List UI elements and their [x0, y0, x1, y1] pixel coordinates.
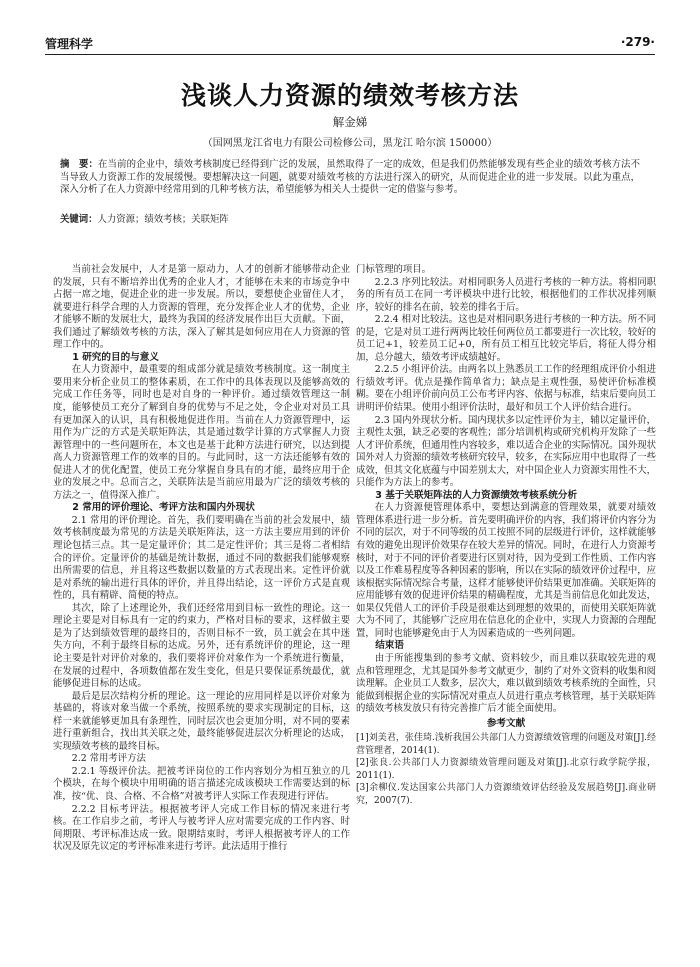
- keywords-text: 人力资源；绩效考核；关联矩阵: [97, 214, 229, 225]
- keywords: [60, 211, 640, 225]
- body-paragraph: 2.2.1 等级评价法。把被考评岗位的工作内容划分为相互独立的几个模块，在每个模块中用明确的语言描述完成该模块工作需要达到的标准，按“优、良、合格、不合格”对被考评人实际工作表现进行评估。: [53, 765, 350, 802]
- keywords-label: 关键词：: [60, 214, 98, 225]
- header-rule: [45, 54, 655, 55]
- body-paragraph: 在人力资源中，最重要的组成部分就是绩效考核制度。这一制度主要用来分析企业员工的整体素质，在工作中的具体表现以及能够高效的完成工作任务等，同时也是对自身的一种评价。通过绩效管理这一制度，能够使员工充分了解到自身的优势与不足之处，令企业对对员工具有更加深入的认识，具有积极地促进作用。当前在人力资源管理中，运用作为广泛的方式是关联矩阵法，其是通过数学计算的方式掌握人力资源管理中的一些问题所在，本文也是基于此种方法进行研究，以达到提高人力资源管理工作的效率的目的。与此同时，这一方法还能够有效的促进人才的优化配置，使员工充分掌握自身具有的才能，最终应用于企业的发展之中。总而言之，关联阵法是当前应用最为广泛的绩效考核的方法之一，值得深入推广。: [53, 364, 350, 501]
- reference-item: [3]余柳仪.发达国家公共部门人力资源绩效评估经验及发展趋势[J].商业研究，2007(7).: [356, 783, 656, 806]
- body-paragraph: 2.2.5 小组评价法。由两名以上熟悉员工工作的经理组成评价小组进行绩效考评。优点是操作简单省力；缺点是主观性强，易使评价标准模糊。要在小组评价前向员工公布考评内容、依据与标准，结束后要向员工讲明评价结果。使用小组评价法时，最好和员工个人评价结合进行。: [356, 364, 657, 414]
- article-affiliation: （国网黑龙江省电力有限公司检修公司，黑龙江 哈尔滨 150000）: [202, 138, 498, 149]
- body-paragraph: 由于所能搜集到的参考文献、资料较少，而且难以获取较先进的观点和管理理念，尤其是国外参考文献更少，制约了对外文资料的收集和阅读理解。企业员工人数多，层次大，难以做到绩效考核系统的全面性，只能做到根据企业的实际情况对重点人员进行重点考核管理，基于关联矩阵的绩效考核发放只有待完善推广后才能全面使用。: [356, 652, 657, 715]
- reference-item: [1]刘美君，张佳琦.浅析我国公共部门人力资源绩效管理的问题及对策[J].经营管理者，2014(1).: [356, 733, 656, 756]
- body-paragraph: 当前社会发展中，人才是第一原动力，人才的创新才能够带动企业的发展，只有不断培养出优秀的企业人才，才能够在未来的市场竞争中占据一席之地，促进企业的进一步发展。所以，要想使企业留住人才，就要进行科学合理的人力资源的管理，充分发挥企业人才的优势，企业才能够不断的发展壮大，最终为我国的经济发展作出巨大贡献。下面，我们通过了解绩效考核的方法，深入了解其是如何应用在人力资源的管理工作中的。: [53, 264, 350, 351]
- abstract: [60, 159, 640, 197]
- body-paragraph: 门标管理的项目。: [356, 264, 432, 275]
- reference-list: [356, 732, 656, 807]
- body-paragraph: 其次，除了上述理论外，我们还经常用到目标一致性的理论。这一理论主要是对目标具有一定的约束力，严格对目标的要求，这样做主要是为了达到绩效管理的最终目的，否则目标不一致，员工就会在其中迷失方向，不利于最终目标的达成。另外，还有系统评价的理论，这一理论主要是针对评价对象的，我们要将评价对象作为一个系统进行衡量，在发展的过程中，各项数值都在发生变化，但是只要保证系统最优，就能够促进目标的达成。: [53, 602, 350, 690]
- journal-name: 管理科学: [45, 37, 94, 51]
- article-author: 解金娣: [332, 115, 368, 129]
- body-column-right: [356, 264, 656, 807]
- body-paragraph: 2.1 常用的评价理论。首先，我们要明确在当前的社会发展中，绩效考核制度最为常见的方法是关联矩阵法，这一方法主要应用到的评价理论包括三点。其一是定量评价；其二是定性评价；其三是将二者相结合的评价。定量评价的基础是统计数据，通过不同的数据我们能够观察出所需要的信息，并且将这些数据以数量的方式表现出来。定性评价就是对系统的输出进行具体的评价，并且得出结论，这一评价方式是直观性的，具有精辟、简便的特点。: [53, 514, 350, 602]
- body-column-left: [53, 264, 350, 854]
- section-heading: 1 研究的目的与意义: [72, 351, 159, 363]
- references-heading: 参考文献: [486, 717, 526, 729]
- body-paragraph: 2.2.4 相对比较法。这也是对相同职务进行考核的一种方法。所不同的是，它是对员工进行两两比较任何两位员工都要进行一次比较，较好的员工记+1，较差员工记+0，所有员工相互比较完毕后，将征人得分相加，总分越大，绩效考评成绩越好。: [356, 314, 657, 363]
- body-paragraph: 在人力资源便管理体系中，要想达到满意的管理效果，就要对绩效管理体系进行进一步分析。首先要明确评价的内容，我们将评价内容分为不同的层次，对于不同等级的员工按照不同的层级进行评价，这样就能够有效的避免出现评价效果存在较大差异的情况。同时，在进行人力资源考核时，对于不同的评价者要进行区别对待，因为受到工作性质、工作内容以及工作难易程度等各种因素的影响，所以在实际的绩效评价过程中，应该根据实际情况综合考量，这样才能够使评价结果更加准确。关联矩阵的应用能够有效的促进评价结果的精确程度，尤其是当前信息化如此发达，如果仅凭借人工的评价手段是很难达到理想的效果的，而使用关联矩阵就大为不同了，其能够广泛应用在信息化的企业中，实现人力资源的合理配置，同时也能够避免由于人为因素造成的一些列问题。: [356, 502, 657, 639]
- article-title: 浅谈人力资源的绩效考核方法: [180, 81, 519, 110]
- body-paragraph: 2.2.3 序列比较法。对相同职务人员进行考核的一种方法。将相同职务的所有员工在同一考评模块中进行比较，根据他们的工作状况排列顺序，较好的排名在前，较差的排名于后。: [356, 276, 656, 313]
- running-head: [45, 35, 655, 51]
- section-heading: 结束语: [375, 640, 404, 652]
- section-heading: 3 基于关联矩阵法的人力资源绩效考核系统分析: [375, 489, 578, 501]
- body-paragraph: 最后是层次结构分析的理论。这一理论的应用同样是以评价对象为基础的，将该对象当做一个系统，按照系统的要求实现制定的目标，这样一来就能够更加具有条理性，同时层次也会更加分明，对不同的要素进行重新组合，找出其关联之处，最终能够促进层次分析理论的达成，实现绩效考核的最终目标。: [53, 690, 350, 752]
- page-number: ·279·: [620, 35, 655, 49]
- section-heading: 2 常用的评价理论、考评方法和国内外现状: [72, 502, 255, 514]
- reference-item: [2]张良.公共部门人力资源绩效管理问题及对策[J].北京行政学院学报，2011(1).: [356, 758, 656, 781]
- abstract-text: 在当前的企业中，绩效考核制度已经得到广泛的发展，虽然取得了一定的成效，但是我们仍然能够发现有些企业的绩效考核方法不当导致人力资源工作的发展缓慢。要想解决这一问题，就要对绩效考核的方法进行深入的研究，从而促进企业的进一步发展。以此为重点，深入分析了在人力资源中经常用到的几种考核方法，希望能够为相关人士提供一定的借鉴与参考。: [60, 159, 640, 196]
- body-paragraph: 2.3 国内外现状分析。国内现状多以定性评价为主，辅以定量评价，主观性太强，缺乏必要的客观性；部分培训机构或研究机构开发除了一些人才评价系统，但通用性内容较多，难以适合企业的实际情况。国外现状国外对人力资源的绩效考核研究较早，较多，在实际应用中也取得了一些成效，但其文化底蕴与中国差别太大，对中国企业人力资源实用性不大，只能作为方法上的参考。: [356, 414, 657, 489]
- subsection-heading: 2.2 常用考评方法: [71, 753, 146, 765]
- body-paragraph: 2.2.2 目标考评法。根据被考评人完成工作目标的情况来进行考核。在工作启步之前，考评人与被考评人应对需要完成的工作内容、时间期限、考评标准达成一致。限期结束时，考评人根据被考评人的工作状况及原先议定的考评标准来进行考评。此法适用于推行: [53, 803, 350, 853]
- abstract-label: 摘 要：: [60, 159, 99, 170]
